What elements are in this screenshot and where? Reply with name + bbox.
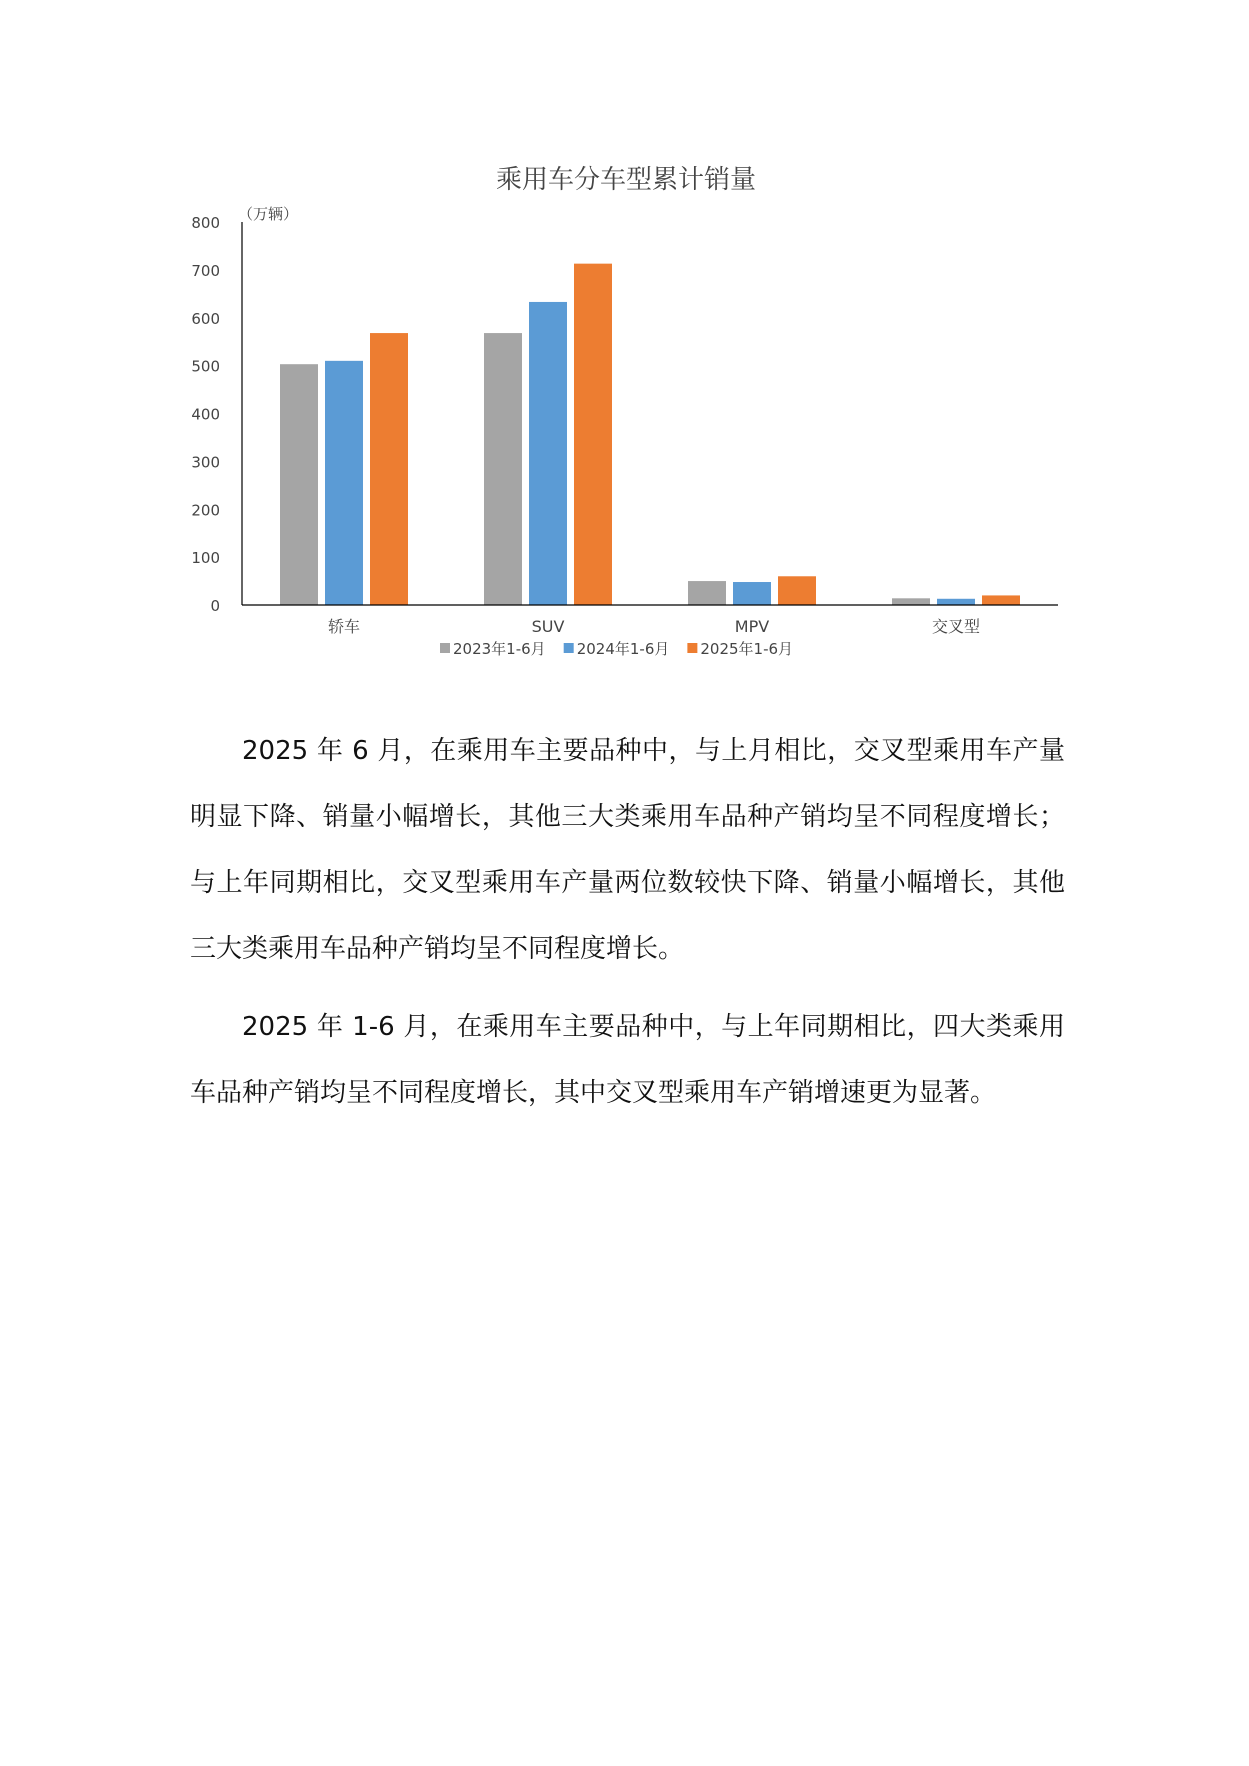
bar — [688, 581, 726, 605]
y-tick-label: 500 — [191, 357, 220, 376]
x-tick-label: SUV — [531, 617, 565, 636]
bars — [280, 264, 1020, 605]
y-tick-label: 100 — [191, 549, 220, 568]
bar — [982, 595, 1020, 605]
bar — [280, 364, 318, 605]
legend-label: 2025年1-6月 — [700, 640, 794, 658]
y-axis-unit-label: （万辆） — [238, 205, 299, 223]
chart-title: 乘用车分车型累计销量 — [495, 165, 757, 195]
legend — [440, 640, 793, 658]
paragraph-monthly: 2025 年 6 月，在乘用车主要品种中，与上月相比，交叉型乘用车产量明显下降、销量小幅增长，其他三大类乘用车品种产销均呈不同程度增长；与上年同期相比，交叉型乘用车产量两位数较快下降、销量小幅增长，其他三大类乘用车品种产销均呈不同程度增长。 — [190, 736, 1065, 964]
legend-swatch — [687, 643, 697, 653]
bar — [529, 302, 567, 605]
x-tick-label: 轿车 — [327, 617, 361, 636]
bar — [574, 264, 612, 605]
y-tick-label: 800 — [191, 214, 220, 232]
y-axis-ticks — [191, 214, 220, 615]
bar — [892, 598, 930, 605]
bar — [937, 599, 975, 605]
paragraph-cumulative: 2025 年 1-6 月，在乘用车主要品种中，与上年同期相比，四大类乘用车品种产销均呈不同程度增长，其中交叉型乘用车产销增速更为显著。 — [190, 1012, 1065, 1108]
bar — [370, 333, 408, 605]
x-axis-labels — [328, 617, 980, 636]
y-tick-label: 400 — [191, 405, 220, 424]
y-tick-label: 0 — [210, 597, 220, 615]
legend-label: 2023年1-6月 — [453, 640, 546, 658]
legend-label: 2024年1-6月 — [576, 640, 670, 658]
bar — [733, 582, 771, 605]
x-tick-label: MPV — [734, 617, 770, 636]
bar — [484, 333, 522, 605]
legend-swatch — [440, 643, 450, 653]
y-tick-label: 600 — [191, 309, 220, 328]
y-tick-label: 700 — [191, 261, 220, 280]
bar — [325, 361, 363, 605]
legend-swatch — [564, 643, 574, 653]
x-tick-label: 交叉型 — [931, 617, 981, 636]
y-tick-label: 300 — [191, 453, 220, 472]
bar-chart — [0, 0, 1249, 680]
bar — [778, 576, 816, 605]
y-tick-label: 200 — [191, 501, 220, 520]
